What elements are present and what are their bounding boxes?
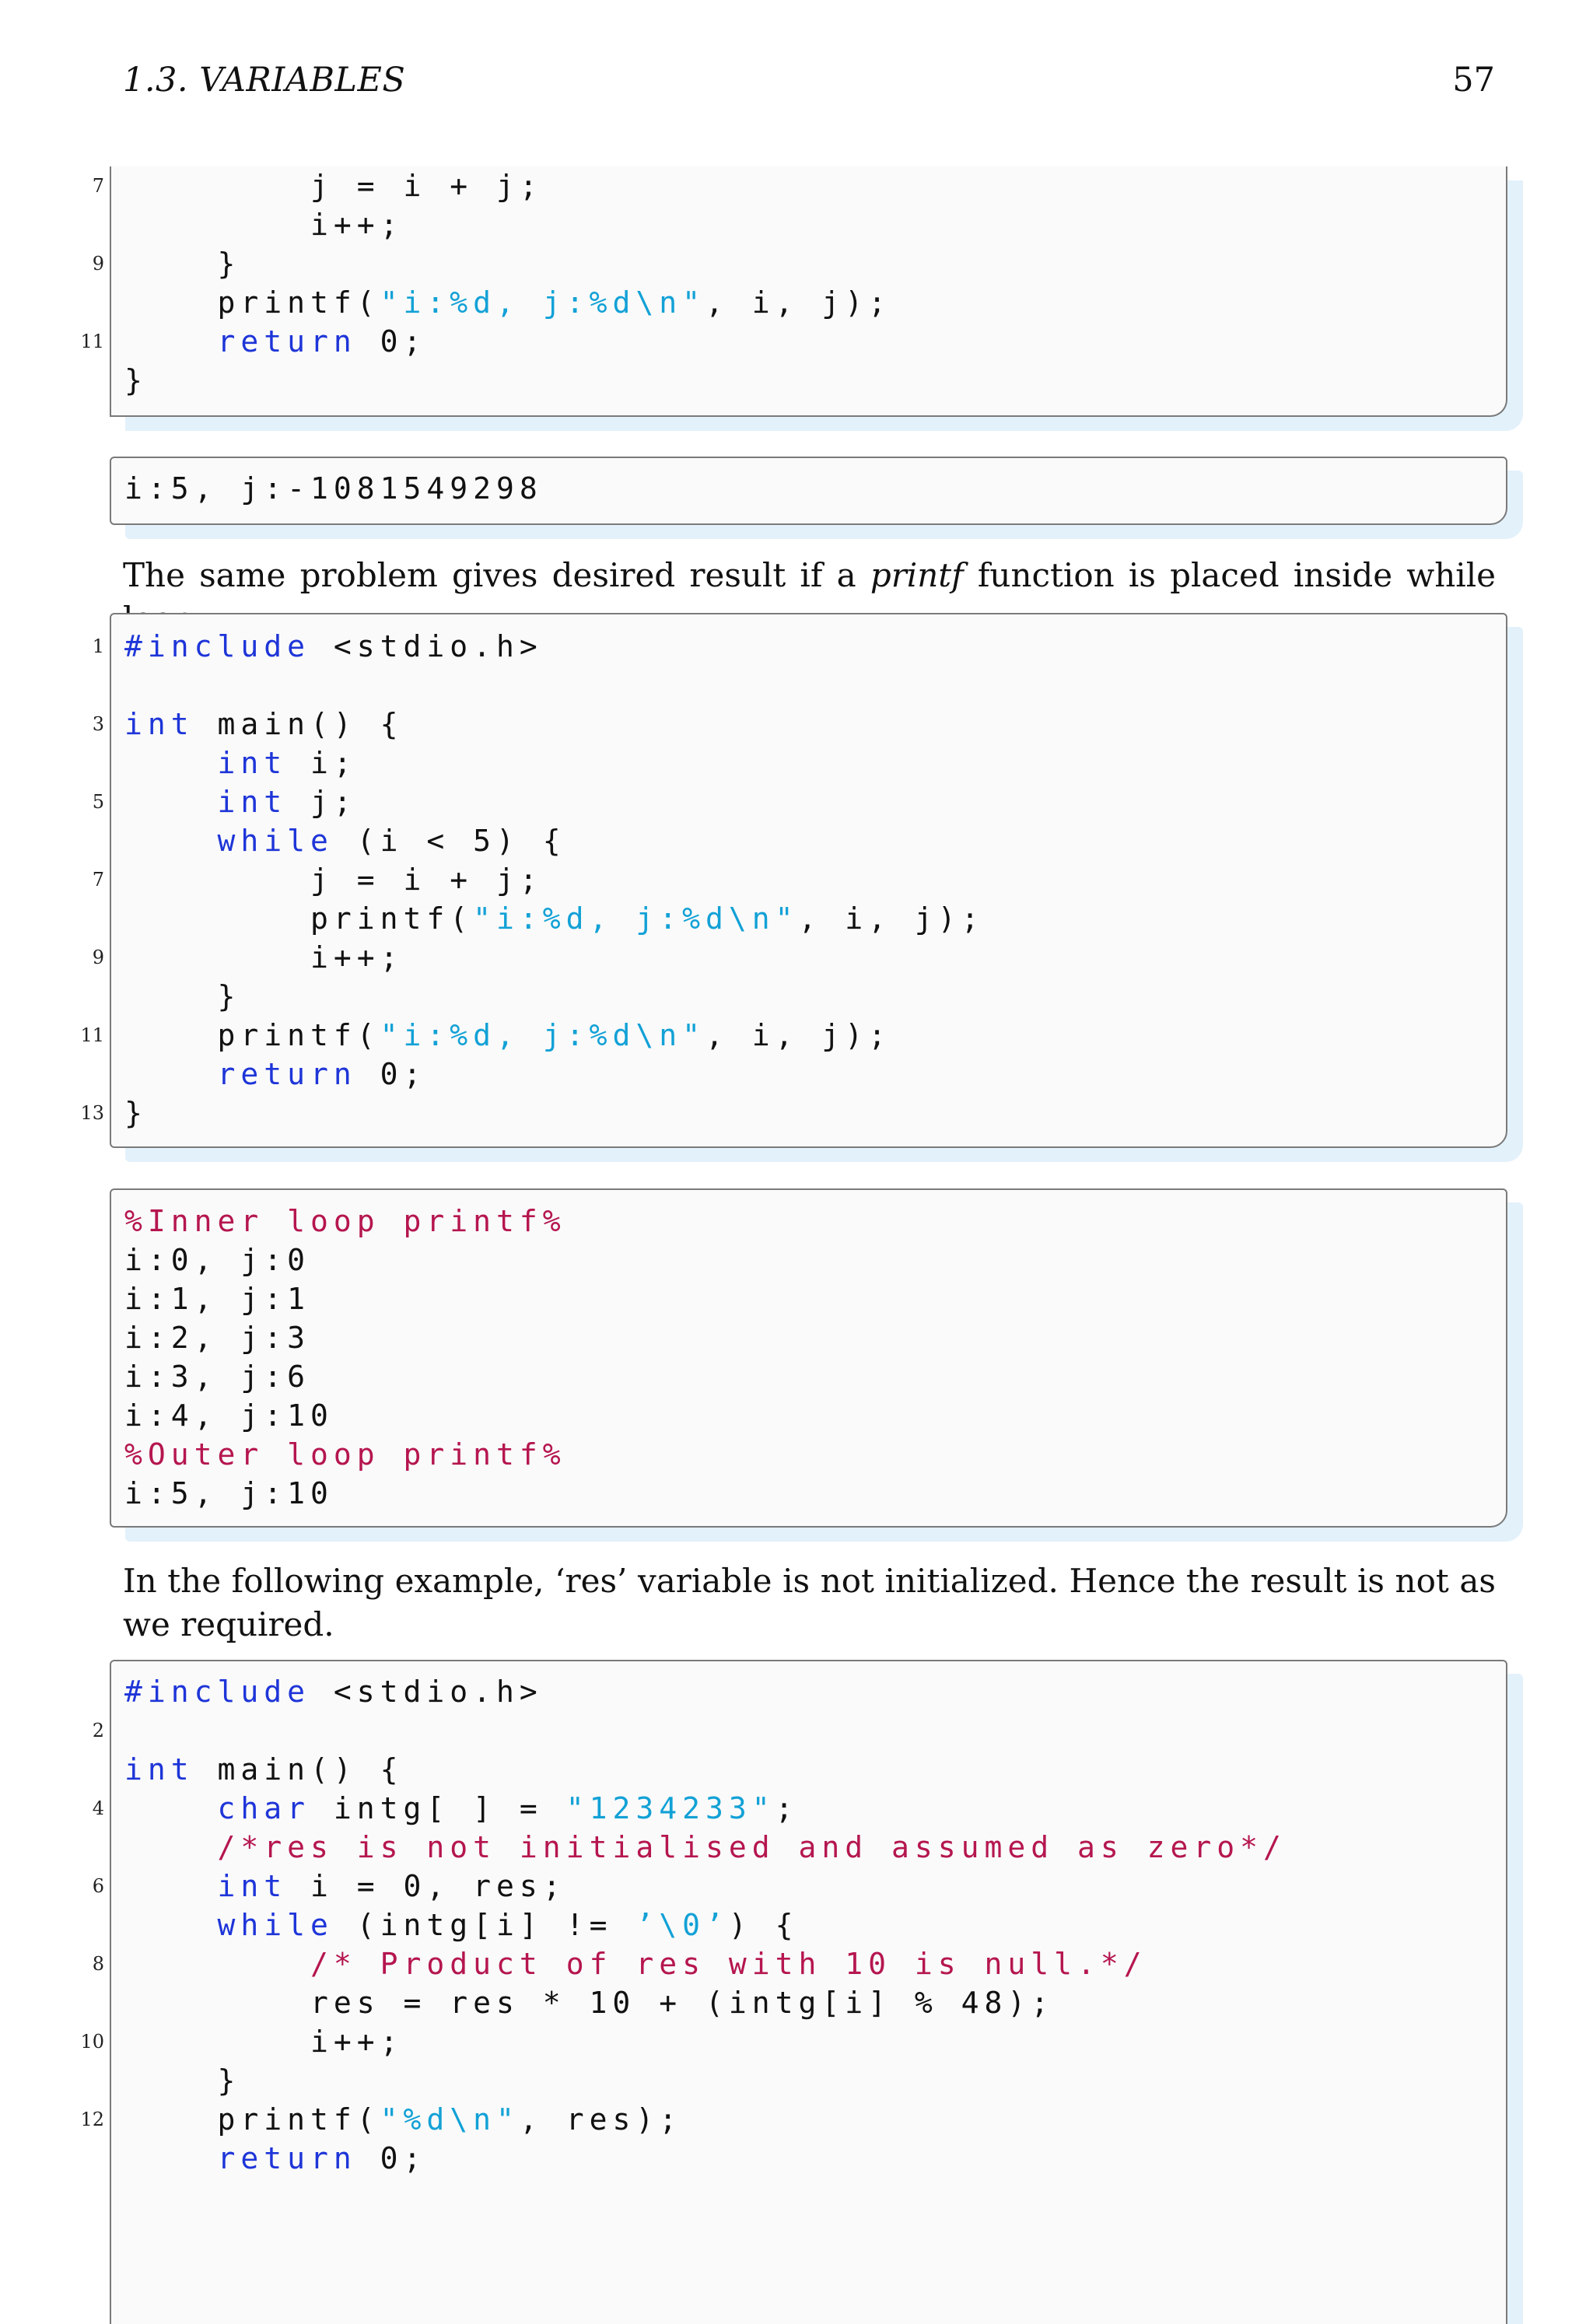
page-number: 57 (1452, 61, 1495, 100)
printf-term: printf (870, 556, 964, 594)
output-text: %Inner loop printf% i:0, j:0 i:1, j:1 i:2, j:3 i:3, j:6 i:4, j:10 %Outer loop printf% i:5, j:10 (124, 1204, 566, 1510)
code-block: j = i + j; i++; } printf("i:%d, j:%d\n", i, j); return 0; } (124, 169, 891, 397)
line-numbers: 7 9 11 (80, 175, 104, 352)
code-block: #include <stdio.h> int main() { char intg[ ] = "1234233"; /*res is not initialised and assumed as zero*/ int i = 0, res; while (intg[i] != ’\0’) { /* Product of res with 10 is null.*/ res = res * 10 + (intg[i] % 48); i++; } printf("%d\n", res); return 0; (124, 1675, 1287, 2175)
code-block: #include <stdio.h> int main() { int i; int j; while (i < 5) { j = i + j; printf("i:%d, j:%d\n", i, j); i++; } printf("i:%d, j:%d\n", i, j); return 0; } (124, 629, 985, 1130)
body-paragraph: In the following example, ‘res’ variable is not initialized. Hence the result is not as we required. (123, 1562, 1496, 1643)
running-header-section: 1.3. VARIABLES (123, 61, 406, 100)
paragraph-text: function is placed inside while (977, 556, 1496, 594)
output-text: i:5, j:-1081549298 (124, 471, 543, 506)
line-numbers: 1 3 5 7 9 11 13 (80, 635, 104, 1124)
paragraph-text: The same problem gives desired result if a (123, 556, 870, 594)
line-numbers: 2 4 6 8 10 12 (80, 1720, 104, 2130)
